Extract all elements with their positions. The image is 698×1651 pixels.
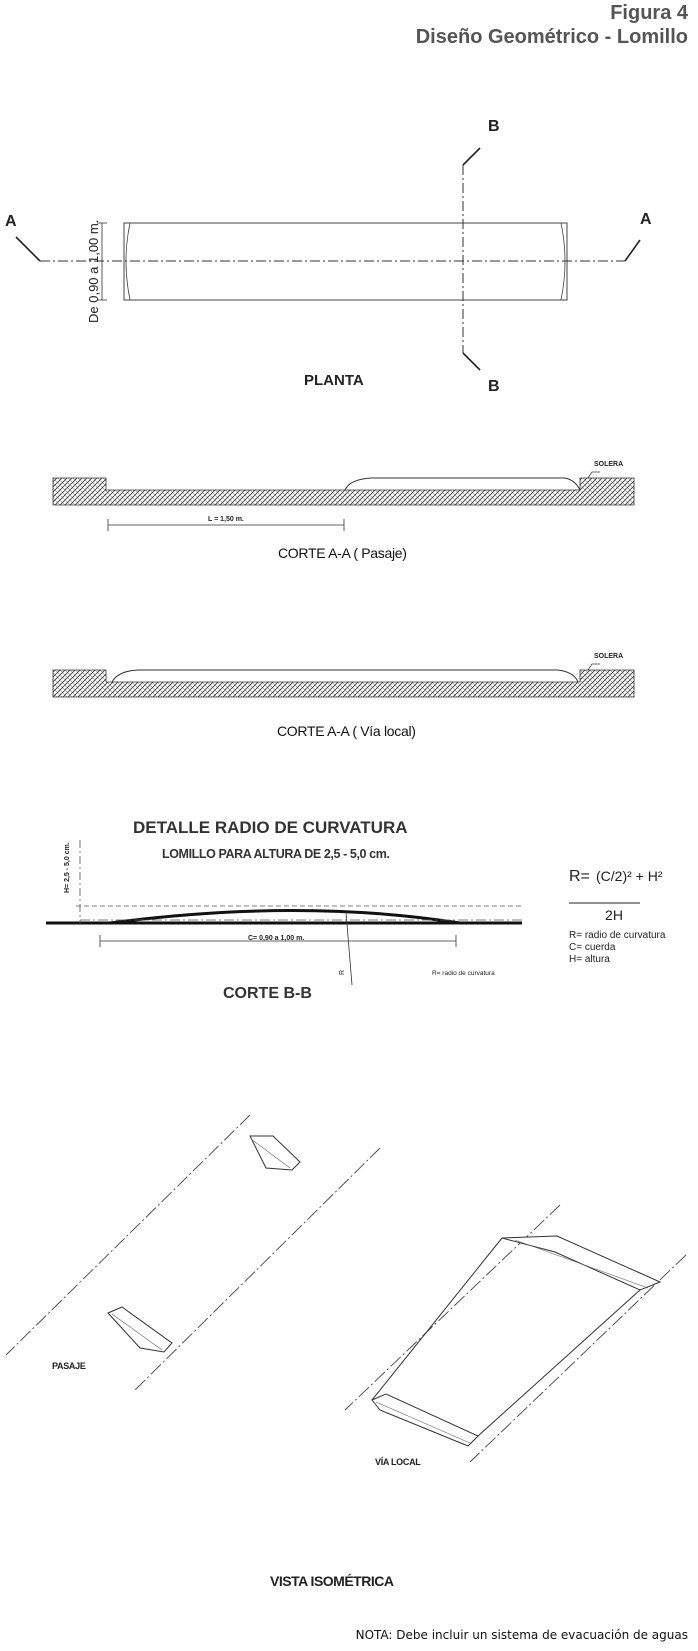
legend-radius: R= radio de curvatura [569, 930, 666, 941]
legend-chord: C= cuerda [569, 942, 616, 953]
r-note: R= radio de curvatura [432, 970, 495, 977]
iso-view-label: VISTA ISOMÉTRICA [270, 1573, 394, 1589]
height-dimension: H= 2,5 - 5,0 cm. [64, 842, 71, 893]
drainage-note: NOTA: Debe incluir un sistema de evacuación de aguas [355, 1628, 688, 1642]
iso-via-local-label: VÍA LOCAL [375, 1457, 421, 1467]
plan-label: PLANTA [304, 372, 364, 389]
section-b-top-label: B [488, 118, 500, 135]
detail-subtitle: LOMILLO PARA ALTURA DE 2,5 - 5,0 cm. [162, 847, 390, 861]
plan-width-dimension: De 0,90 a 1,00 m. [86, 219, 101, 323]
plan-view [16, 148, 640, 370]
detail-title: DETALLE RADIO DE CURVATURA [133, 818, 408, 837]
section-a-right-label: A [640, 211, 652, 228]
corte-bb-label: CORTE B-B [223, 985, 312, 1002]
section-b-bottom-label: B [488, 378, 500, 395]
figure-title: Diseño Geométrico - Lomillo [415, 26, 688, 48]
r-mark: R [339, 969, 346, 975]
section-a-left-label: A [5, 213, 17, 230]
iso-pasaje-label: PASAJE [52, 1361, 86, 1371]
isometric-view [6, 1115, 686, 1462]
formula-lhs: R= [569, 868, 590, 885]
pasaje-solera-label: SOLERA [594, 461, 624, 468]
chord-dimension: C= 0,90 a 1,00 m. [248, 935, 305, 942]
section-pasaje [53, 472, 634, 531]
figure-number: Figura 4 [610, 2, 688, 24]
legend-height: H= altura [569, 954, 610, 965]
corte-via-label: CORTE A-A ( Vía local) [277, 723, 416, 739]
via-solera-label: SOLERA [594, 653, 624, 660]
formula-denominator: 2H [605, 907, 623, 923]
section-via-local [53, 664, 634, 697]
curvature-detail [46, 840, 640, 985]
corte-pasaje-label: CORTE A-A ( Pasaje) [278, 545, 407, 561]
pasaje-length-dimension: L = 1,50 m. [208, 516, 244, 523]
formula-legend [569, 930, 665, 966]
formula-numerator: (C/2)² + H² [596, 868, 663, 884]
